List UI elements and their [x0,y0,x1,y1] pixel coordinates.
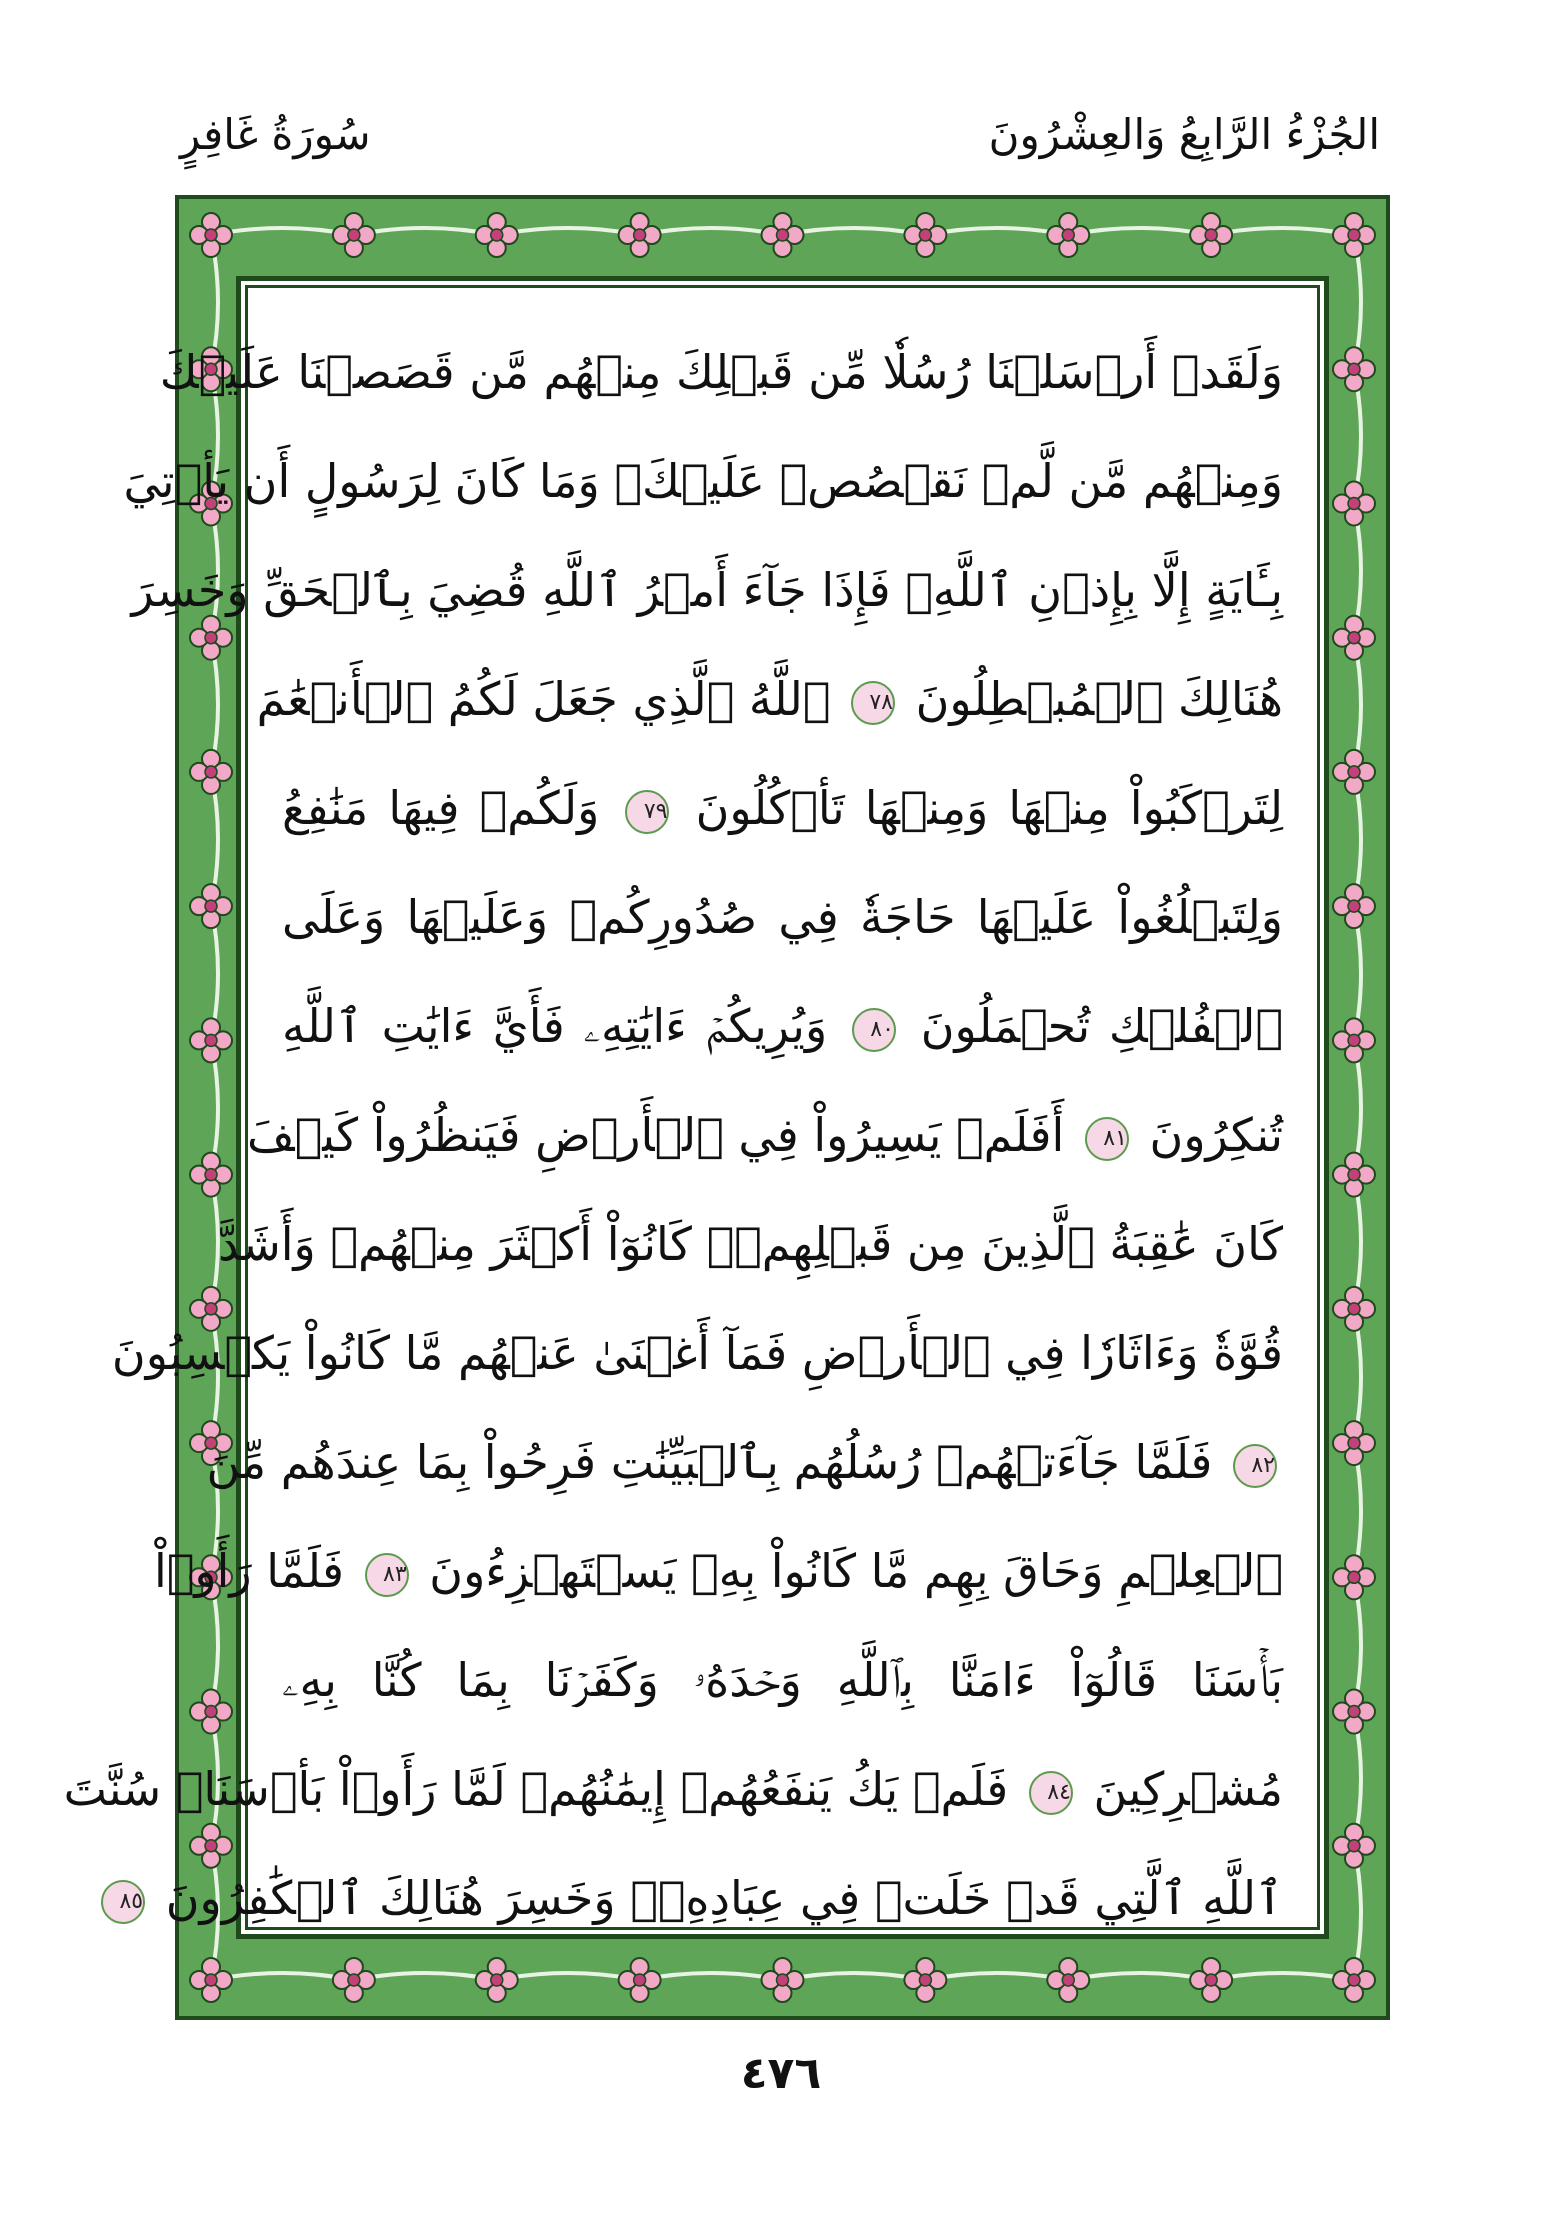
verse-line [123,427,1283,536]
juz-title: الجُزْءُ الرَّابِعُ وَالعِشْرُونَ [988,110,1380,159]
verse-line [246,1081,1283,1190]
flower-ornament [1333,1824,1375,1868]
verse-text-block [63,318,1284,1925]
flower-ornament [190,1958,232,2002]
verse-text: وَلَقَدۡ أَرۡسَلۡنَا رُسُلٗا مِّن قَبۡلِكَ مِنۡهُم مَّن قَصَصۡنَا عَلَيۡكَ [159,345,1283,399]
flower-ornament [476,213,518,257]
verse-text: بِـَٔايَةٍ إِلَّا بِإِذۡنِ ٱللَّهِۚ فَإِذَا جَآءَ أَمۡرُ ٱللَّهِ قُضِيَ بِٱلۡحَقِّ وَخَسِرَ [131,563,1283,617]
flower-ornament [1333,1958,1375,2002]
verse-text: ٱلۡفُلۡكِ تُحۡمَلُونَ [920,999,1284,1053]
flower-ornament [1047,213,1089,257]
flower-ornament [1333,1421,1375,1465]
verse-text: هُنَالِكَ ٱلۡمُبۡطِلُونَ [915,672,1283,726]
verse-line [154,1517,1283,1626]
verse-text: أَفَلَمۡ يَسِيرُواْ فِي ٱلۡأَرۡضِ فَيَنظُرُواْ كَيۡفَ [246,1108,1065,1162]
flower-ornament [1333,1018,1375,1062]
verse-text: فَلَمۡ يَكُ يَنفَعُهُمۡ إِيمَٰنُهُمۡ لَمَّا رَأَوۡاْ بَأۡسَنَاۖ سُنَّتَ [63,1762,1009,1816]
flower-ornament [190,1018,232,1062]
flower-ornament [1333,1555,1375,1599]
flower-ornament [1333,884,1375,928]
verse-text: مُشۡرِكِينَ [1093,1762,1283,1816]
flower-ornament [1190,213,1232,257]
verse-text: ٱللَّهِ ٱلَّتِي قَدۡ خَلَتۡ فِي عِبَادِهِۦۖ وَخَسِرَ هُنَالِكَ ٱلۡكَٰفِرُونَ [165,1871,1283,1925]
flower-ornament [904,213,946,257]
flower-ornament [1333,213,1375,257]
flower-ornament [190,750,232,794]
ayah-number-marker: ٧٩ [625,790,669,834]
verse-text: فَلَمَّا جَآءَتۡهُمۡ رُسُلُهُم بِٱلۡبَيِّنَٰتِ فَرِحُواْ بِمَا عِندَهُم مِّنَ [206,1435,1213,1489]
verse-line [206,1408,1283,1517]
verse-line [63,1735,1283,1844]
flower-ornament [190,213,232,257]
flower-ornament [333,1958,375,2002]
verse-line [282,972,1283,1081]
ayah-number-marker: ٧٨ [851,681,895,725]
verse-text: فَلَمَّا رَأَوۡاْ [154,1544,345,1598]
verse-line [282,863,1283,972]
flower-ornament [190,1690,232,1734]
verse-line [119,1844,1283,1953]
flower-ornament [762,1958,804,2002]
verse-line [282,1626,1283,1735]
verse-text: قُوَّةٗ وَءَاثَارٗا فِي ٱلۡأَرۡضِ فَمَآ أَغۡنَىٰ عَنۡهُم مَّا كَانُواْ يَكۡسِبُونَ [111,1326,1283,1380]
page-header [180,110,1380,180]
ornamental-frame [63,195,1390,2020]
surah-title: سُورَةُ غَافِرٍ [180,110,371,159]
ayah-number-marker: ٨٠ [852,1008,896,1052]
verse-line [282,754,1283,863]
verse-line [256,645,1283,754]
flower-ornament [1333,750,1375,794]
flower-ornament [619,213,661,257]
ayah-number-marker: ٨١ [1085,1117,1129,1161]
flower-ornament [1190,1958,1232,2002]
flower-ornament [1333,347,1375,391]
flower-ornament [1333,616,1375,660]
ayah-number-marker: ٨٥ [101,1880,145,1924]
flower-ornament [333,213,375,257]
verse-line [111,1299,1283,1408]
verse-text: ٱللَّهُ ٱلَّذِي جَعَلَ لَكُمُ ٱلۡأَنۡعَٰمَ [256,672,831,726]
verse-text: وَلَكُمۡ فِيهَا مَنَٰفِعُ [282,781,600,835]
flower-ornament [476,1958,518,2002]
verse-line [131,536,1283,645]
flower-ornament [1333,1690,1375,1734]
flower-ornament [619,1958,661,2002]
verse-text: وَمِنۡهُم مَّن لَّمۡ نَقۡصُصۡ عَلَيۡكَۗ وَمَا كَانَ لِرَسُولٍ أَن يَأۡتِيَ [123,454,1283,508]
verse-text: ٱلۡعِلۡمِ وَحَاقَ بِهِم مَّا كَانُواْ بِهِۦ يَسۡتَهۡزِءُونَ [429,1544,1283,1598]
verse-text: وَيُرِيكُمۡ ءَايَٰتِهِۦ فَأَيَّ ءَايَٰتِ ٱللَّهِ [282,999,828,1053]
ayah-number-marker: ٨٢ [1233,1444,1277,1488]
flower-ornament [1333,1287,1375,1331]
verse-text: كَانَ عَٰقِبَةُ ٱلَّذِينَ مِن قَبۡلِهِمۡۚ كَانُوٓاْ أَكۡثَرَ مِنۡهُمۡ وَأَشَدَّ [218,1217,1283,1271]
verse-line [159,318,1283,427]
page-number: ٤٧٦ [740,2048,822,2099]
verse-line [218,1190,1283,1299]
verse-text: بَأۡسَنَا قَالُوٓاْ ءَامَنَّا بِٱللَّهِ وَحۡدَهُۥ وَكَفَرۡنَا بِمَا كُنَّا بِهِۦ [282,1653,1283,1707]
ayah-number-marker: ٨٣ [365,1553,409,1597]
verse-text: تُنكِرُونَ [1149,1108,1283,1162]
flower-ornament [1333,481,1375,525]
flower-ornament [904,1958,946,2002]
flower-ornament [190,884,232,928]
flower-ornament [762,213,804,257]
flower-ornament [1047,1958,1089,2002]
verse-text: لِتَرۡكَبُواْ مِنۡهَا وَمِنۡهَا تَأۡكُلُونَ [695,781,1284,835]
flower-ornament [1333,1153,1375,1197]
text-panel [63,285,1320,1930]
ayah-number-marker: ٨٤ [1029,1771,1073,1815]
verse-text: وَلِتَبۡلُغُواْ عَلَيۡهَا حَاجَةٗ فِي صُدُورِكُمۡ وَعَلَيۡهَا وَعَلَى [282,890,1283,944]
